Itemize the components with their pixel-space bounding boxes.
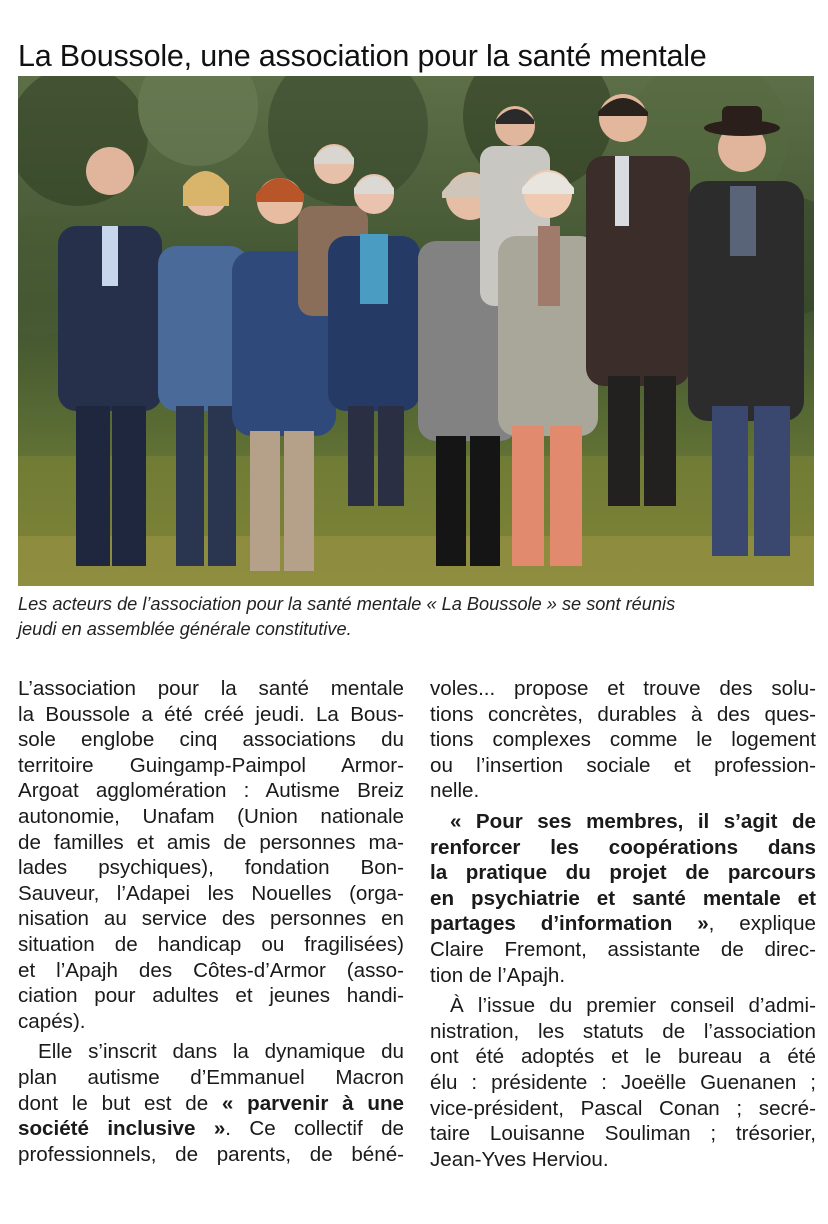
text-line: nistration, les statuts de l’association xyxy=(430,1019,816,1043)
article-column-right xyxy=(430,676,816,1172)
text-line: ciation pour adultes et jeunes handi- xyxy=(18,984,404,1008)
quote-bold xyxy=(222,1092,404,1115)
text-line: et l’Apajh des Côtes-d’Armor (asso- xyxy=(18,958,404,982)
text-line: Sauveur, l’Adapei les Nouelles (orga- xyxy=(18,881,404,905)
text-line: la Boussole a été créé jeudi. La Bous- xyxy=(18,702,404,726)
text-line: sole englobe cinq associations du xyxy=(18,728,404,752)
paragraph xyxy=(18,676,404,1034)
text-line: élu : présidente : Joeëlle Guenanen ; xyxy=(430,1070,816,1094)
quote-bold: partages d’information » xyxy=(430,912,709,936)
text-run: « xyxy=(221,1091,248,1115)
text-line xyxy=(18,1091,404,1117)
text-line: situation de handicap ou fragilisées) xyxy=(18,932,404,956)
text-line: tions complexes comme le logement xyxy=(430,728,816,752)
text-line: plan autisme d’Emmanuel Macron xyxy=(18,1065,404,1089)
text-line: nelle. xyxy=(430,779,480,803)
paragraph xyxy=(18,1039,404,1167)
text-line: tion de l’Apajh. xyxy=(430,963,566,987)
text-run: parvenir à une xyxy=(247,1091,404,1115)
text-line xyxy=(18,1116,404,1142)
caption-line: Les acteurs de l’association pour la santé mentale « La Boussole » se sont réunis xyxy=(18,594,676,614)
text-line: « Pour ses membres, il s’agit de xyxy=(450,809,816,833)
text-line: ou l’insertion sociale et profession- xyxy=(430,753,816,777)
text-run: . Ce collectif de xyxy=(225,1117,404,1141)
paragraph xyxy=(430,809,816,988)
text-line: en psychiatrie et santé mentale et xyxy=(430,886,816,910)
text-line: lades psychiques), fondation Bon- xyxy=(18,856,404,880)
text-line: vice-président, Pascal Conan ; secré- xyxy=(430,1096,816,1120)
paragraph xyxy=(430,676,816,804)
article-headline: La Boussole, une association pour la santé mentale xyxy=(18,39,707,74)
text-line: Argoat agglomération : Autisme Breiz xyxy=(18,779,404,803)
text-line: ont été adoptés et le bureau a été xyxy=(430,1045,816,1069)
text-line: À l’issue du premier conseil d’admi- xyxy=(450,994,816,1018)
text-line: la pratique du projet de parcours xyxy=(430,861,816,885)
group-photo xyxy=(18,76,814,586)
text-line: territoire Guingamp-Paimpol Armor- xyxy=(18,753,404,777)
article-column-left xyxy=(18,676,404,1167)
quote-bold: société inclusive » xyxy=(18,1117,226,1141)
text-run: , explique xyxy=(708,912,816,936)
text-line: nisation au service des personnes en xyxy=(18,907,404,931)
text-line: Elle s’inscrit dans la dynamique du xyxy=(38,1040,404,1064)
photo-caption xyxy=(18,592,818,642)
text-run: dont le but est de xyxy=(18,1091,222,1115)
text-line: renforcer les coopérations dans xyxy=(430,835,816,859)
text-line: capés). xyxy=(18,1009,86,1033)
text-line: professionnels, de parents, de béné- xyxy=(18,1142,404,1166)
text-line xyxy=(430,911,816,937)
group-photo-illustration xyxy=(18,76,814,586)
text-line: taire Louisanne Souliman ; trésorier, xyxy=(430,1122,816,1146)
text-line: Jean-Yves Herviou. xyxy=(430,1147,609,1171)
text-line: tions concrètes, durables à des ques- xyxy=(430,702,816,726)
caption-line: jeudi en assemblée générale constitutive. xyxy=(18,619,352,639)
text-line: de familles et amis de personnes ma- xyxy=(18,830,404,854)
text-line: autonomie, Unafam (Union nationale xyxy=(18,804,404,828)
paragraph xyxy=(430,993,816,1172)
text-line: voles... propose et trouve des solu- xyxy=(430,677,816,700)
text-line: Claire Fremont, assistante de direc- xyxy=(430,937,816,961)
text-line: L’association pour la santé mentale xyxy=(18,677,404,700)
